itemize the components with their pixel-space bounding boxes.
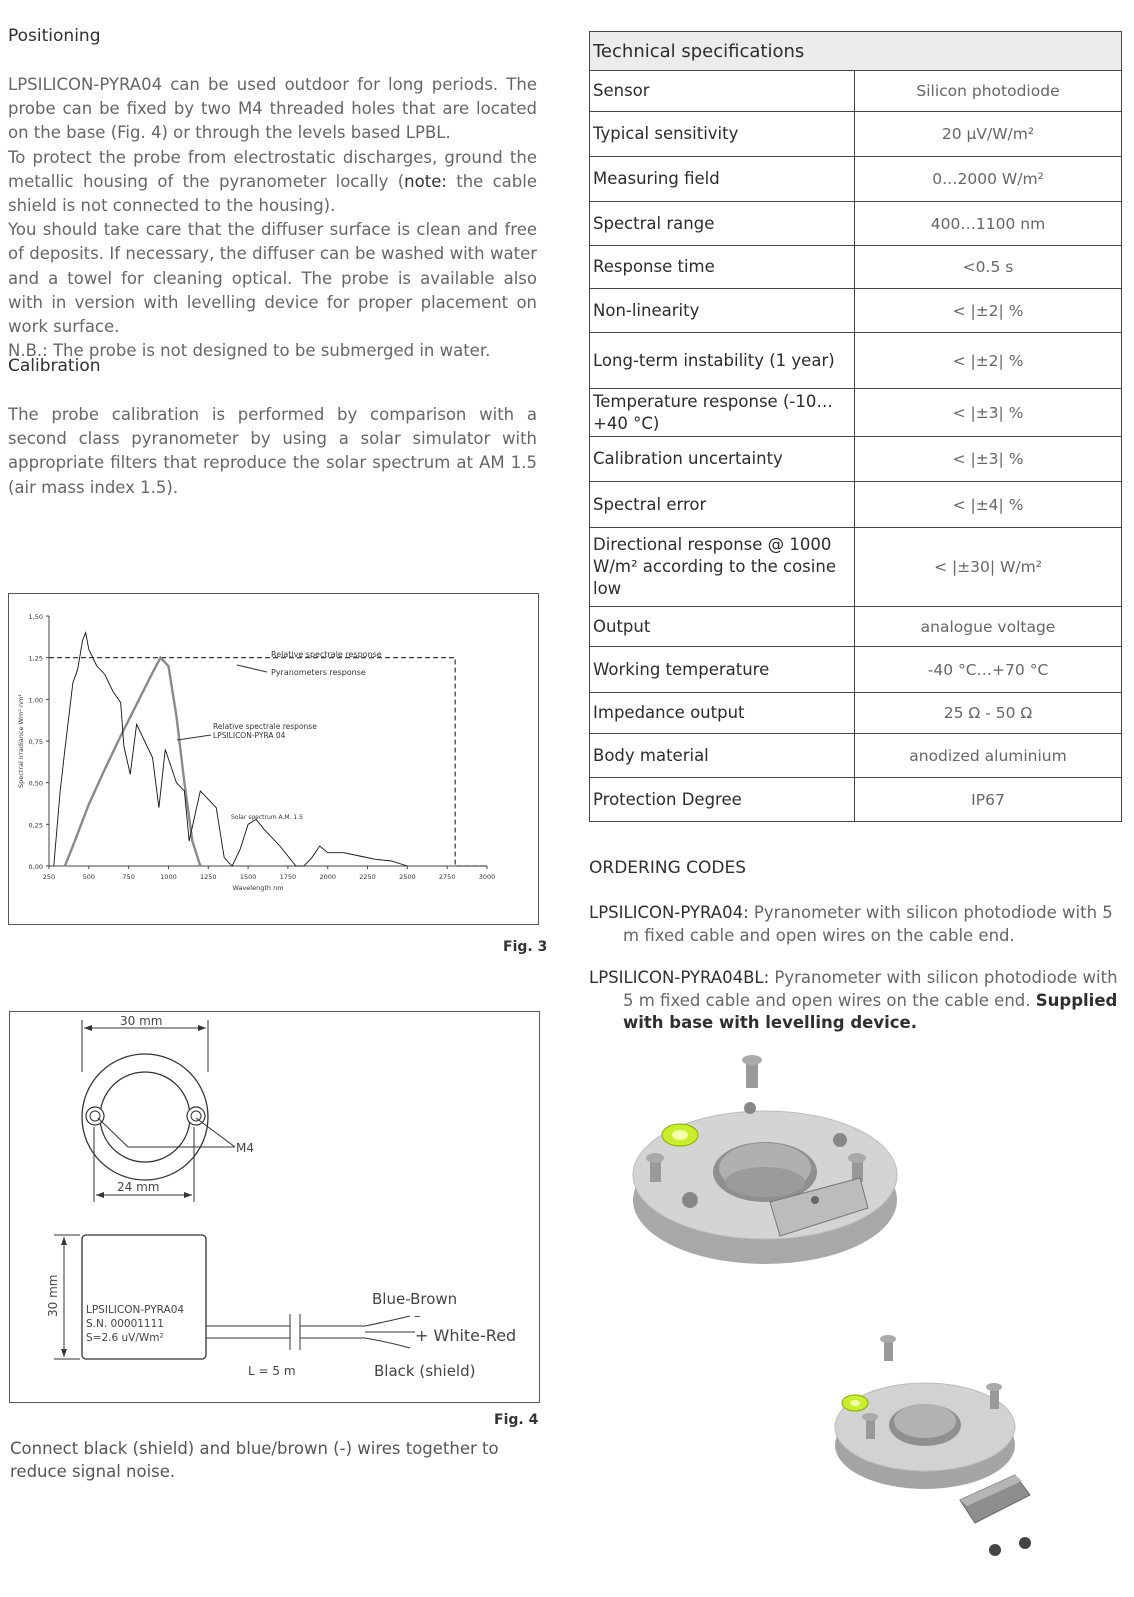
table-row [590,734,1122,778]
positioning-p4: N.B.: The probe is not designed to be submerged in water. [8,341,491,361]
spec-value: < |±2| % [855,333,1122,389]
spectral-response-chart [9,594,538,924]
spec-label: Impedance output [590,693,855,734]
dim-30mm-top: 30 mm [120,1014,163,1028]
spec-value: 25 Ω - 50 Ω [855,693,1122,734]
dim-24mm: 24 mm [117,1180,160,1194]
spec-label: Spectral error [590,482,855,528]
annotation-lp-response-2: LPSILICON-PYRA 04 [213,731,286,740]
probe-ring-inner [100,1072,190,1162]
spec-value: anodized aluminium [855,734,1122,778]
table-row [590,333,1122,389]
table-row [590,289,1122,333]
x-tick-label: 1750 [279,873,297,881]
technical-specifications-table [589,31,1122,822]
x-tick-label: 1500 [239,873,257,881]
annotation-pyranometers-response: Pyranometers response [271,668,366,677]
table-row [590,157,1122,202]
wire-blue-brown: Blue-Brown [372,1290,458,1308]
table-row [590,607,1122,647]
table-row [590,202,1122,246]
spec-value: 20 µV/W/m² [855,112,1122,157]
wire-white-red: + White-Red [415,1326,517,1345]
spec-value: IP67 [855,778,1122,822]
spec-label: Body material [590,734,855,778]
annotation-arrow-lp [177,735,211,740]
probe-label-sn: S.N. 00001111 [86,1318,164,1330]
table-row [590,389,1122,437]
annotation-relative-response: Relative spectrale response [271,650,382,659]
spec-table-container [589,31,1122,822]
spec-label: Output [590,607,855,647]
spec-label: Spectral range [590,202,855,246]
spec-value: 0…2000 W/m² [855,157,1122,202]
positioning-p1: LPSILICON-PYRA04 can be used outdoor for long periods. The probe can be fixed by two M4 threaded holes that are located on the base (Fig. 4) or through the levels based LPBL. [8,75,537,143]
ordering-desc-1: Pyranometer with silicon photodiode with 5 m fixed cable and open wires on the cable end. [623,903,1113,945]
probe-label-sensitivity: S=2.6 uV/Wm² [86,1332,164,1344]
x-tick-label: 1000 [160,873,177,881]
spec-value: < |±3| % [855,389,1122,437]
x-tick-label: 1250 [199,873,217,881]
x-tick-label: 3000 [478,873,496,881]
table-row [590,437,1122,482]
spec-value: < |±30| W/m² [855,528,1122,607]
x-tick-label: 750 [122,873,135,881]
x-axis-label: Wavelength nm [232,884,284,892]
y-tick-label: 0,50 [28,779,43,788]
levelling-base-photo-1 [630,1050,930,1280]
y-axis-label: Spectral irradiance Wm² nm¹ [17,693,25,789]
x-tick-label: 250 [42,873,56,881]
dim-30mm-side: 30 mm [46,1274,60,1317]
cable-length: L = 5 m [248,1364,296,1378]
figure-3-frame [8,593,539,925]
spec-label: Calibration uncertainty [590,437,855,482]
positioning-text [8,73,537,363]
ordering-code-2: LPSILICON-PYRA04BL: [589,968,770,987]
table-row [590,693,1122,734]
figure-3-caption: Fig. 3 [503,939,548,955]
table-row [590,647,1122,693]
calibration-heading: Calibration [8,356,101,376]
note-label: note: [404,171,447,191]
x-tick-label: 2250 [359,873,376,881]
y-tick-label: 1,25 [28,654,43,663]
spec-label: Sensor [590,71,855,112]
levelling-base-photo-2 [830,1335,1060,1575]
annotation-lp-response-1: Relative spectrale response [213,722,317,731]
y-tick-label: 0,75 [28,738,43,746]
y-tick-label: 0,00 [28,863,43,871]
spec-label: Typical sensitivity [590,112,855,157]
positioning-p3: You should take care that the diffuser surface is clean and free of deposits. If necessary, the diffuser can be washed with water and a towel for cleaning optical. The probe is available also with in version with levelling device for proper placement on work surface. [8,220,537,337]
wire-black-shield: Black (shield) [374,1362,476,1380]
x-tick-label: 500 [82,873,96,881]
table-row [590,482,1122,528]
ordering-item-1 [589,902,1125,947]
positioning-heading: Positioning [8,26,101,46]
figure-4-caption: Fig. 4 [494,1412,539,1428]
ordering-code-1: LPSILICON-PYRA04: [589,903,749,922]
x-tick-label: 2000 [319,873,337,881]
wiring-note: Connect black (shield) and blue/brown (-) wires together to reduce signal noise. [10,1439,499,1481]
spec-value: analogue voltage [855,607,1122,647]
spec-label: Long-term instability (1 year) [590,333,855,389]
spec-value: < |±3| % [855,437,1122,482]
spec-label: Measuring field [590,157,855,202]
spec-label: Protection Degree [590,778,855,822]
spec-value: < |±2| % [855,289,1122,333]
ordering-item-2 [589,967,1129,1035]
probe-label-model: LPSILICON-PYRA04 [86,1304,185,1316]
spec-label: Working temperature [590,647,855,693]
probe-dimension-drawing [10,1012,539,1402]
spec-value: Silicon photodiode [855,71,1122,112]
figure-4-frame [9,1011,540,1403]
spec-value: < |±4| % [855,482,1122,528]
spec-value: -40 °C…+70 °C [855,647,1122,693]
positioning-p2: To protect the probe from electrostatic discharges, ground the metallic housing of the pyranometer locally (note: the cable shield is not connected to the housing). [8,147,538,216]
spec-label: Temperature response (-10…+40 °C) [590,389,855,437]
wire-minus: – [414,1309,421,1324]
table-row [590,71,1122,112]
table-row [590,112,1122,157]
ordering-desc-2-strong: Supplied with base with levelling device. [623,990,1118,1032]
spec-label: Directional response @ 1000 W/m² according to the cosine low [590,528,855,607]
spec-value: <0.5 s [855,246,1122,289]
y-tick-label: 1,00 [28,696,43,705]
spec-label: Non-linearity [590,289,855,333]
y-tick-label: 1,50 [28,613,43,621]
annotation-solar-spectrum: Solar spectrum A.M. 1.5 [231,814,303,821]
spec-label: Response time [590,246,855,289]
table-row [590,528,1122,607]
table-row [590,246,1122,289]
x-tick-label: 2500 [399,873,416,881]
x-tick-label: 2750 [438,873,456,881]
table-row [590,778,1122,822]
series-line-1 [65,658,200,866]
spec-table-title: Technical specifications [590,32,1122,71]
spec-value: 400…1100 nm [855,202,1122,246]
calibration-text: The probe calibration is performed by comparison with a second class pyranometer by using a solar simulator with appropriate filters that reproduce the solar spectrum at AM 1.5 (air mass index 1.5). [8,405,537,497]
y-tick-label: 0,25 [28,821,43,830]
dim-m4: M4 [236,1141,254,1155]
series-line-0 [49,658,487,866]
ordering-desc-2: Pyranometer with silicon photodiode with 5 m fixed cable and open wires on the cable end. [623,968,1118,1010]
ordering-heading: ORDERING CODES [589,858,747,878]
annotation-arrow-pyranometers [237,665,267,672]
